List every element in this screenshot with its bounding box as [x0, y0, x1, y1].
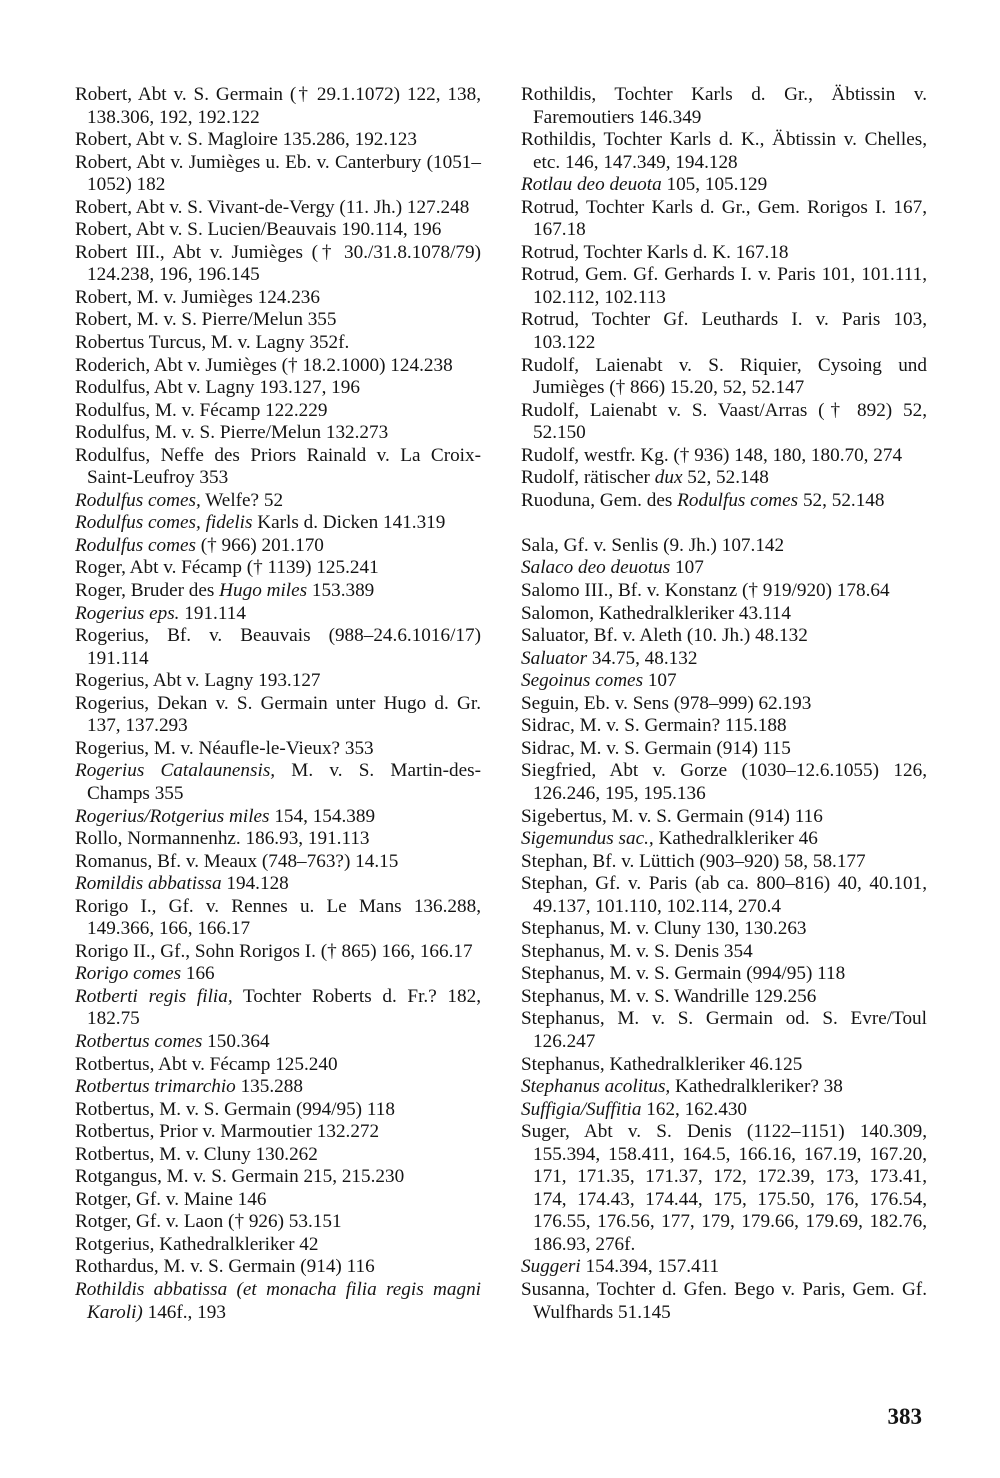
index-entry: [75, 738, 481, 761]
index-entry-text: Rotger, Gf. v. Laon († 926) 53.151: [75, 1211, 342, 1233]
index-entry-text: 107: [670, 557, 704, 579]
letter-section-gap: [521, 512, 927, 535]
index-entry: [521, 941, 927, 964]
index-entry-text: Sidrac, M. v. S. Germain (914) 115: [521, 737, 791, 759]
index-entry-italic-text: Rothildis abbatissa (et monacha filia regis magni Karoli): [75, 1278, 481, 1323]
index-entry-text: Stephanus, M. v. S. Denis 354: [521, 940, 753, 962]
index-entry-italic-text: Hugo miles: [219, 580, 308, 602]
index-entry-text: Salomon, Kathedralkleriker 43.114: [521, 602, 791, 624]
index-entry-text: Roger, Abt v. Fécamp († 1139) 125.241: [75, 557, 379, 579]
index-entry-text: Welfe? 52: [200, 489, 284, 511]
index-entry-text: Kathedralkleriker 46: [653, 828, 818, 850]
index-entry: [75, 1256, 481, 1279]
index-entry: [75, 625, 481, 670]
index-entry: [75, 828, 481, 851]
index-entry: [75, 986, 481, 1031]
index-entry-text: Robert, M. v. S. Pierre/Melun 355: [75, 309, 337, 331]
index-entry-text: 34.75, 48.132: [587, 647, 698, 669]
index-entry-text: Robertus Turcus, M. v. Lagny 352f.: [75, 332, 350, 354]
index-entry-text: Rothildis, Tochter Karls d. Gr., Äbtissin v. Faremoutiers 146.349: [521, 84, 927, 128]
index-entry: [521, 760, 927, 805]
index-entry-italic-text: Rogerius Catalaunensis,: [75, 760, 276, 782]
index-entry-italic-text: Rogerius/Rotgerius miles: [75, 805, 270, 827]
index-entry: [75, 603, 481, 626]
index-entry-italic-text: Suffigia/Suffitia: [521, 1098, 642, 1120]
index-entry: [75, 197, 481, 220]
index-entry-text: Stephanus, M. v. S. Germain (994/95) 118: [521, 963, 846, 985]
index-entry-italic-text: dux: [654, 467, 683, 489]
index-entry-text: Rothildis, Tochter Karls d. K., Äbtissin v. Chelles, etc. 146, 147.349, 194.128: [521, 129, 927, 173]
index-entry-text: Siegfried, Abt v. Gorze (1030–12.6.1055) 126, 126.246, 195, 195.136: [521, 760, 927, 804]
index-entry-text: 153.389: [307, 580, 375, 602]
index-entry-italic-text: Rotbertus comes: [75, 1030, 203, 1052]
index-entry-text: Stephan, Bf. v. Lüttich (903–920) 58, 58.177: [521, 850, 866, 872]
index-entry: [521, 467, 927, 490]
index-entry-text: 154, 154.389: [269, 805, 376, 827]
index-entry-text: Sala, Gf. v. Senlis (9. Jh.) 107.142: [521, 534, 785, 556]
index-entry-text: Rogerius, Bf. v. Beauvais (988–24.6.1016/17) 191.114: [75, 625, 481, 669]
index-entry: [75, 851, 481, 874]
index-entry-text: Robert, Abt v. S. Vivant-de-Vergy (11. Jh.) 127.248: [75, 196, 470, 218]
index-entry: [75, 670, 481, 693]
index-entry: [521, 535, 927, 558]
index-entry: [521, 648, 927, 671]
index-entry-text: Rorigo II., Gf., Sohn Rorigos I. († 865) 166, 166.17: [75, 940, 473, 962]
index-entry: [75, 377, 481, 400]
index-entry: [521, 174, 927, 197]
index-entry-italic-text: Suggeri: [521, 1256, 581, 1278]
index-entry-text: Rudolf, Laienabt v. S. Riquier, Cysoing und Jumièges († 866) 15.20, 52, 52.147: [521, 354, 927, 399]
index-entry: [75, 84, 481, 129]
index-entry-text: Sidrac, M. v. S. Germain? 115.188: [521, 715, 787, 737]
index-entry-text: 107: [643, 670, 677, 692]
index-entry: [75, 941, 481, 964]
index-entry: [75, 557, 481, 580]
index-entry-italic-text: Rorigo comes: [75, 963, 182, 985]
index-entry-text: Susanna, Tochter d. Gfen. Bego v. Paris, Gem. Gf. Wulfhards 51.145: [521, 1278, 927, 1323]
index-entry: [75, 760, 481, 805]
index-entry: [75, 219, 481, 242]
index-entry-text: Stephanus, Kathedralkleriker 46.125: [521, 1053, 803, 1075]
index-entry-italic-text: Rogerius eps.: [75, 602, 180, 624]
index-entry-text: Rorigo I., Gf. v. Rennes u. Le Mans 136.288, 149.366, 166, 166.17: [75, 895, 481, 940]
index-entry: [75, 693, 481, 738]
index-entry: [521, 828, 927, 851]
index-entry-text: Sigebertus, M. v. S. Germain (914) 116: [521, 805, 823, 827]
index-entry: [75, 1144, 481, 1167]
index-entry-italic-text: Saluator: [521, 647, 588, 669]
index-entry: [521, 986, 927, 1009]
index-entry-text: 135.288: [235, 1076, 303, 1098]
index-entry-text: 150.364: [202, 1030, 270, 1052]
index-entry-italic-text: Rodulfus comes,: [75, 489, 201, 511]
index-entry: [75, 1279, 481, 1324]
index-entry-text: Rogerius, Dekan v. S. Germain unter Hugo d. Gr. 137, 137.293: [75, 692, 481, 737]
index-entry: [521, 445, 927, 468]
index-entry-text: Robert III., Abt v. Jumièges († 30./31.8.1078/79) 124.238, 196, 196.145: [75, 241, 481, 286]
index-entry: [75, 806, 481, 829]
index-entry: [75, 1121, 481, 1144]
index-entry-text: 162, 162.430: [641, 1098, 747, 1120]
index-entry: [521, 603, 927, 626]
index-entry: [521, 309, 927, 354]
index-entry-text: Tochter Roberts d. Fr.? 182, 182.75: [87, 985, 482, 1030]
index-entry-text: 52, 52.148: [798, 489, 885, 511]
index-entry: [521, 490, 927, 513]
index-entry: [75, 152, 481, 197]
index-entry-text: Rodulfus, Abt v. Lagny 193.127, 196: [75, 377, 360, 399]
index-entry: [521, 1008, 927, 1053]
index-entry-text: Rollo, Normannenhz. 186.93, 191.113: [75, 828, 370, 850]
index-entry-text: 191.114: [179, 602, 246, 624]
index-entry-text: Roderich, Abt v. Jumièges († 18.2.1000) 124.238: [75, 354, 453, 376]
page-number: 383: [887, 1404, 922, 1429]
index-entry: [521, 1121, 927, 1256]
index-entry-text: Rudolf, westfr. Kg. († 936) 148, 180, 180.70, 274: [521, 444, 903, 466]
index-entry: [75, 1211, 481, 1234]
index-entry-text: Rodulfus, Neffe des Priors Rainald v. La Croix-Saint-Leufroy 353: [75, 444, 481, 489]
index-entry: [521, 693, 927, 716]
index-entry-text: Rudolf, Laienabt v. S. Vaast/Arras († 892) 52, 52.150: [521, 399, 927, 444]
index-entry: [521, 873, 927, 918]
index-entry: [75, 535, 481, 558]
index-entry-text: M. v. S. Martin-des-Champs 355: [87, 760, 481, 804]
index-entry-italic-text: Rodulfus comes: [75, 534, 196, 556]
index-entry: [521, 400, 927, 445]
index-entry-text: Karls d. Dicken 141.319: [252, 512, 446, 534]
index-entry: [521, 715, 927, 738]
index-entry: [521, 625, 927, 648]
index-entry-text: Kathedralkleriker? 38: [670, 1076, 843, 1098]
index-entry-italic-text: Rotlau deo deuota: [521, 174, 662, 196]
index-entry-text: Rotrud, Tochter Karls d. Gr., Gem. Rorigos I. 167, 167.18: [521, 196, 927, 241]
index-entry: [75, 1031, 481, 1054]
index-entry-italic-text: Romildis abbatissa: [75, 873, 222, 895]
index-entry: [75, 1076, 481, 1099]
index-entry-text: Stephan, Gf. v. Paris (ab ca. 800–816) 40, 40.101, 49.137, 101.110, 102.114, 270.4: [521, 873, 927, 917]
index-entry-text: 105, 105.129: [661, 174, 768, 196]
index-entry: [521, 1076, 927, 1099]
index-entry-text: 154.394, 157.411: [580, 1256, 720, 1278]
index-entry: [521, 197, 927, 242]
index-entry: [75, 1054, 481, 1077]
index-entry: [75, 400, 481, 423]
index-entry-text: Rotbertus, M. v. S. Germain (994/95) 118: [75, 1098, 395, 1120]
index-entry-text: Rothardus, M. v. S. Germain (914) 116: [75, 1256, 375, 1278]
index-entry: [521, 806, 927, 829]
index-entry: [75, 512, 481, 535]
index-entry: [75, 896, 481, 941]
index-entry-text: 52, 52.148: [682, 467, 769, 489]
index-entry-text: Stephanus, M. v. S. Wandrille 129.256: [521, 985, 817, 1007]
index-entry: [521, 264, 927, 309]
index-entry-text: Rotger, Gf. v. Maine 146: [75, 1188, 267, 1210]
index-entry-text: Stephanus, M. v. Cluny 130, 130.263: [521, 918, 807, 940]
index-column-left: [75, 84, 481, 1324]
index-entry-text: († 966) 201.170: [195, 534, 324, 556]
index-entry: [521, 851, 927, 874]
index-entry: [521, 1279, 927, 1324]
index-entry: [75, 422, 481, 445]
index-entry-text: Rotrud, Tochter Gf. Leuthards I. v. Paris 103, 103.122: [521, 309, 927, 354]
index-entry: [75, 580, 481, 603]
index-entry-text: Rotgangus, M. v. S. Germain 215, 215.230: [75, 1166, 405, 1188]
index-entry-italic-text: Rodulfus comes: [677, 489, 799, 511]
index-entry-text: Rotrud, Gem. Gf. Gerhards I. v. Paris 101, 101.111, 102.112, 102.113: [521, 264, 927, 308]
index-entry: [75, 1166, 481, 1189]
index-entry-text: Seguin, Eb. v. Sens (978–999) 62.193: [521, 692, 812, 714]
index-entry: [75, 309, 481, 332]
index-column-right: [521, 84, 927, 1324]
index-entry-italic-text: Rotbertus trimarchio: [75, 1076, 236, 1098]
index-entry-text: Rotrud, Tochter Karls d. K. 167.18: [521, 241, 789, 263]
index-entry-italic-text: Rotberti regis filia,: [75, 985, 233, 1007]
index-entry: [521, 84, 927, 129]
index-entry: [75, 355, 481, 378]
index-entry-text: Rogerius, Abt v. Lagny 193.127: [75, 670, 321, 692]
index-entry-italic-text: Rodulfus comes, fidelis: [75, 512, 253, 534]
index-entry-text: Robert, Abt v. Jumièges u. Eb. v. Canterbury (1051–1052) 182: [75, 151, 481, 196]
index-entry: [521, 670, 927, 693]
index-entry: [75, 332, 481, 355]
index-entry: [75, 445, 481, 490]
index-entry: [75, 873, 481, 896]
index-entry: [75, 490, 481, 513]
index-entry-text: Saluator, Bf. v. Aleth (10. Jh.) 48.132: [521, 625, 808, 647]
index-entry: [521, 963, 927, 986]
index-entry-text: Rudolf, rätischer: [521, 467, 655, 489]
index-entry: [75, 963, 481, 986]
index-entry: [521, 918, 927, 941]
index-entry-italic-text: Salaco deo deuotus: [521, 557, 671, 579]
index-entry: [521, 580, 927, 603]
index-entry: [521, 557, 927, 580]
index-entry-text: Rotgerius, Kathedralkleriker 42: [75, 1233, 319, 1255]
index-entry-text: Robert, Abt v. S. Lucien/Beauvais 190.114, 196: [75, 219, 442, 241]
index-entry-text: Robert, M. v. Jumièges 124.236: [75, 286, 320, 308]
index-entry-text: Rodulfus, M. v. S. Pierre/Melun 132.273: [75, 422, 389, 444]
index-entry-text: Ruoduna, Gem. des: [521, 489, 678, 511]
index-entry: [75, 287, 481, 310]
index-entry: [521, 738, 927, 761]
index-entry-text: Robert, Abt v. S. Germain († 29.1.1072) 122, 138, 138.306, 192, 192.122: [75, 84, 481, 128]
index-entry-text: Salomo III., Bf. v. Konstanz († 919/920) 178.64: [521, 580, 890, 602]
index-entry-text: Suger, Abt v. S. Denis (1122–1151) 140.309, 155.394, 158.411, 164.5, 166.16, 167.19, 167.20, 171, 171.35, 171.37, 172, 172.39, 173, 173.41, 174, 174.43, 174.44, 175, 175.50, 176, 176.54, 176.55, 176.56, 177, 179, 179.66, 179.69, 182.76, 186.93, 276f.: [521, 1121, 927, 1255]
index-entry: [521, 1054, 927, 1077]
index-entry: [75, 242, 481, 287]
index-entry: [521, 129, 927, 174]
index-entry-text: Roger, Bruder des: [75, 580, 220, 602]
index-entry-text: Stephanus, M. v. S. Germain od. S. Evre/Toul 126.247: [521, 1008, 927, 1052]
index-entry-text: Robert, Abt v. S. Magloire 135.286, 192.123: [75, 129, 417, 151]
index-entry: [521, 1099, 927, 1122]
index-entry-text: 146f., 193: [142, 1301, 226, 1323]
index-entry-italic-text: Segoinus comes: [521, 670, 644, 692]
index-entry: [521, 1256, 927, 1279]
index-entry-text: Romanus, Bf. v. Meaux (748–763?) 14.15: [75, 850, 399, 872]
index-entry-text: Rogerius, M. v. Néaufle-le-Vieux? 353: [75, 737, 374, 759]
index-entry-text: Rodulfus, M. v. Fécamp 122.229: [75, 399, 328, 421]
index-entry-italic-text: Sigemundus sac.,: [521, 828, 654, 850]
index-entry-text: Rotbertus, M. v. Cluny 130.262: [75, 1143, 318, 1165]
index-entry-text: 194.128: [221, 873, 289, 895]
index-entry: [521, 355, 927, 400]
index-entry: [75, 1234, 481, 1257]
index-entry: [75, 129, 481, 152]
index-entry-text: 166: [181, 963, 215, 985]
index-entry: [75, 1189, 481, 1212]
index-entry: [521, 242, 927, 265]
index-entry-text: Rotbertus, Abt v. Fécamp 125.240: [75, 1053, 338, 1075]
index-entry-text: Rotbertus, Prior v. Marmoutier 132.272: [75, 1121, 380, 1143]
index-entry: [75, 1099, 481, 1122]
index-entry-italic-text: Stephanus acolitus,: [521, 1076, 671, 1098]
